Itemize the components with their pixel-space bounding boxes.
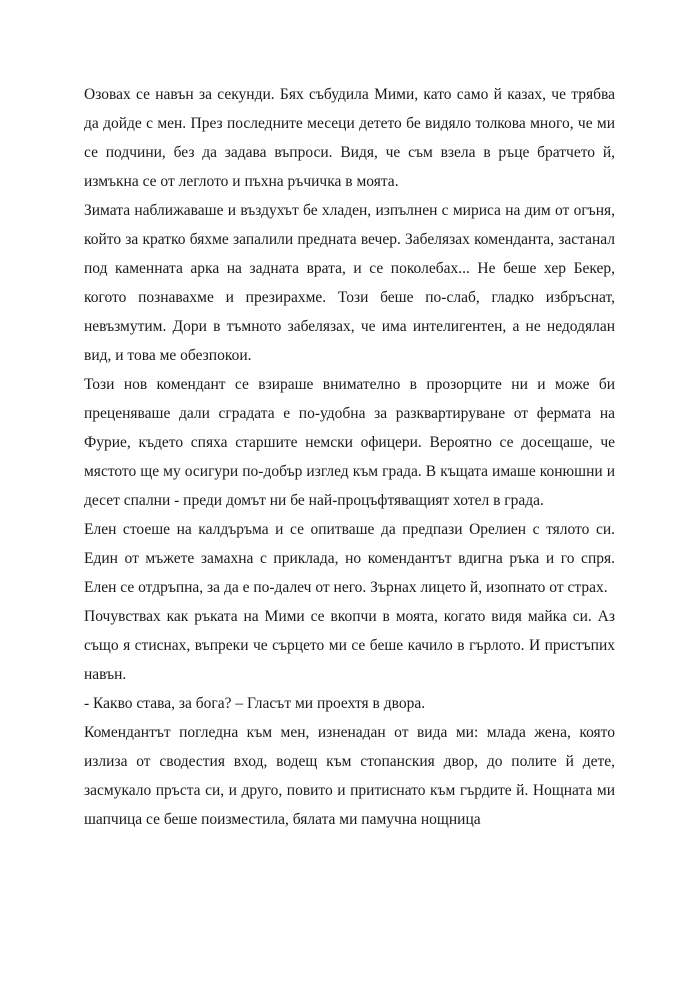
paragraph: Елен стоеше на калдъръма и се опитваше да предпази Орелиен с тялото си. Един от мъжете замахна с приклада, но комендантът вдигна ръка и го спря. Елен се отдръпна, за да е по-далеч от него. Зърнах лицето й, изопнато от страх.	[84, 521, 615, 596]
body-text	[84, 80, 615, 834]
paragraph: - Какво става, за бога? – Гласът ми проехтя в двора.	[84, 695, 426, 712]
paragraph: Зимата наближаваше и въздухът бе хладен, изпълнен с мириса на дим от огъня, който за кратко бяхме запалили предната вечер. Забелязах коменданта, застанал под каменната арка на задната врата, и се поколебах... Не беше хер Бекер, когото познавахме и презирахме. Този беше по-слаб, гладко избръснат, невъзмутим. Дори в тъмното забелязах, че има интелигентен, а не недодялан вид, и това ме обезпокои.	[84, 202, 615, 364]
paragraph: Комендантът погледна към мен, изненадан от вида ми: млада жена, която излиза от сводестия вход, водещ към стопанския двор, до полите й дете, засмукало пръста си, и друго, повито и притиснато към гърдите й. Нощната ми шапчица се беше поизместила, бялата ми памучна нощница	[84, 724, 615, 828]
paragraph: Този нов комендант се взираше внимателно в прозорците ни и може би преценяваше дали сградата е по-удобна за разквартируване от фермата на Фурие, където спяха старшите немски офицери. Вероятно се досещаше, че мястото ще му осигури по-добър изглед към града. В къщата имаше конюшни и десет спални - преди домът ни бе най-процъфтяващият хотел в града.	[84, 376, 615, 509]
paragraph: Озовах се навън за секунди. Бях събудила Мими, като само й казах, че трябва да дойде с мен. През последните месеци детето бе видяло толкова много, че ми се подчини, без да задава въпроси. Видя, че съм взела в ръце братчето й, измъкна се от леглото и пъхна ръчичка в моята.	[84, 86, 615, 190]
paragraph: Почувствах как ръката на Мими се вкопчи в моята, когато видя майка си. Аз също я стиснах, въпреки че сърцето ми се беше качило в гърлото. И пристъпих навън.	[84, 608, 615, 683]
